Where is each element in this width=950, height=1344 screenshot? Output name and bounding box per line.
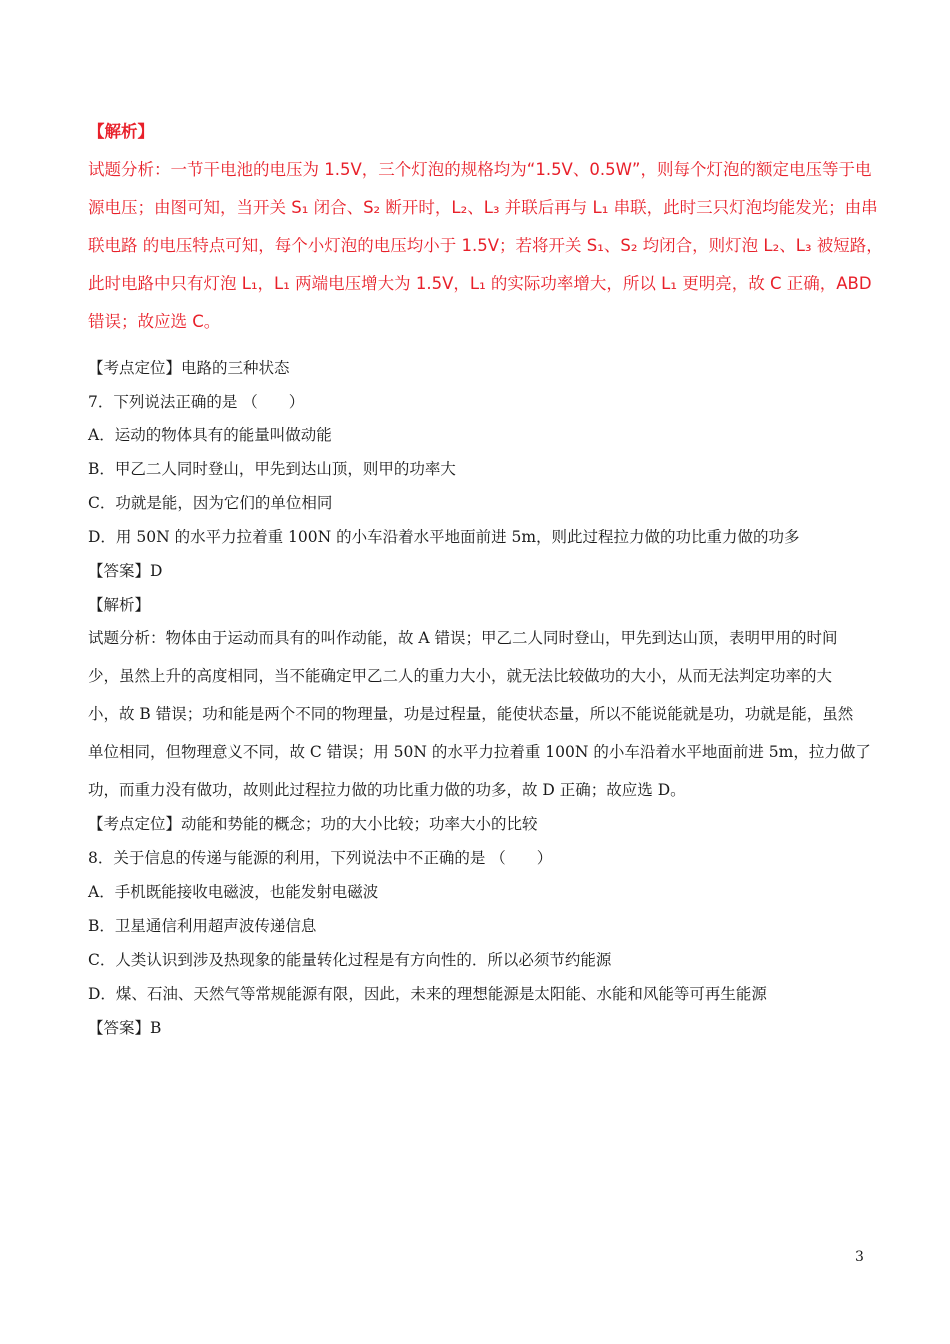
analysis-line: 小，故 B 错误；功和能是两个不同的物理量，功是过程量，能使状态量，所以不能说能就是功，功就是能，虽然 [88, 705, 854, 723]
question-7-keypoint: 【考点定位】动能和势能的概念；功的大小比较；功率大小的比较 [88, 815, 538, 833]
question-7-option-a: A．运动的物体具有的能量叫做动能 [88, 426, 332, 444]
analysis-line: 错误；故应选 C。 [88, 312, 221, 331]
question-8-option-a: A．手机既能接收电磁波，也能发射电磁波 [88, 883, 379, 901]
analysis-line: 源电压；由图可知，当开关 S₁ 闭合、S₂ 断开时，L₂、L₃ 并联后再与 L₁ 串联，此时三只灯泡均能发光；由串 [88, 198, 878, 217]
analysis-line: 试题分析：一节干电池的电压为 1.5V，三个灯泡的规格均为“1.5V、0.5W”，则每个灯泡的额定电压等于电 [88, 160, 872, 179]
question-7-option-b: B．甲乙二人同时登山，甲先到达山顶，则甲的功率大 [88, 460, 456, 478]
question-7-option-d: D．用 50N 的水平力拉着重 100N 的小车沿着水平地面前进 5m，则此过程拉力做的功比重力做的功多 [88, 528, 800, 546]
analysis-line: 少，虽然上升的高度相同，当不能确定甲乙二人的重力大小，就无法比较做功的大小，从而无法判定功率的大 [88, 667, 833, 685]
question-8-option-b: B．卫星通信利用超声波传递信息 [88, 917, 317, 935]
question-8-option-d: D．煤、石油、天然气等常规能源有限，因此，未来的理想能源是太阳能、水能和风能等可再生能源 [88, 985, 767, 1003]
question-8-answer: 【答案】B [88, 1019, 162, 1037]
analysis-heading: 【解析】 [88, 122, 154, 141]
page-number: 3 [855, 1249, 864, 1265]
analysis-line: 此时电路中只有灯泡 L₁，L₁ 两端电压增大为 1.5V，L₁ 的实际功率增大，所以 L₁ 更明亮，故 C 正确，ABD [88, 274, 872, 293]
keypoint-label: 【考点定位】电路的三种状态 [88, 359, 290, 377]
question-7-stem: 7．下列说法正确的是 （ ） [88, 393, 305, 411]
question-7-analysis-heading: 【解析】 [88, 596, 151, 614]
question-8-stem: 8．关于信息的传递与能源的利用，下列说法中不正确的是 （ ） [88, 849, 553, 867]
question-8-option-c: C．人类认识到涉及热现象的能量转化过程是有方向性的．所以必须节约能源 [88, 951, 612, 969]
analysis-line: 功，而重力没有做功，故则此过程拉力做的功比重力做的功多，故 D 正确；故应选 D。 [88, 781, 686, 799]
question-7-option-c: C．功就是能，因为它们的单位相同 [88, 494, 333, 512]
question-7-answer: 【答案】D [88, 562, 163, 580]
analysis-line: 试题分析：物体由于运动而具有的叫作动能，故 A 错误；甲乙二人同时登山，甲先到达山顶，表明甲用的时间 [88, 629, 838, 647]
analysis-line: 联电路 的电压特点可知，每个小灯泡的电压均小于 1.5V；若将开关 S₁、S₂ 均闭合，则灯泡 L₂、L₃ 被短路， [88, 236, 883, 255]
analysis-line: 单位相同，但物理意义不同，故 C 错误；用 50N 的水平力拉着重 100N 的小车沿着水平地面前进 5m，拉力做了 [88, 743, 871, 761]
